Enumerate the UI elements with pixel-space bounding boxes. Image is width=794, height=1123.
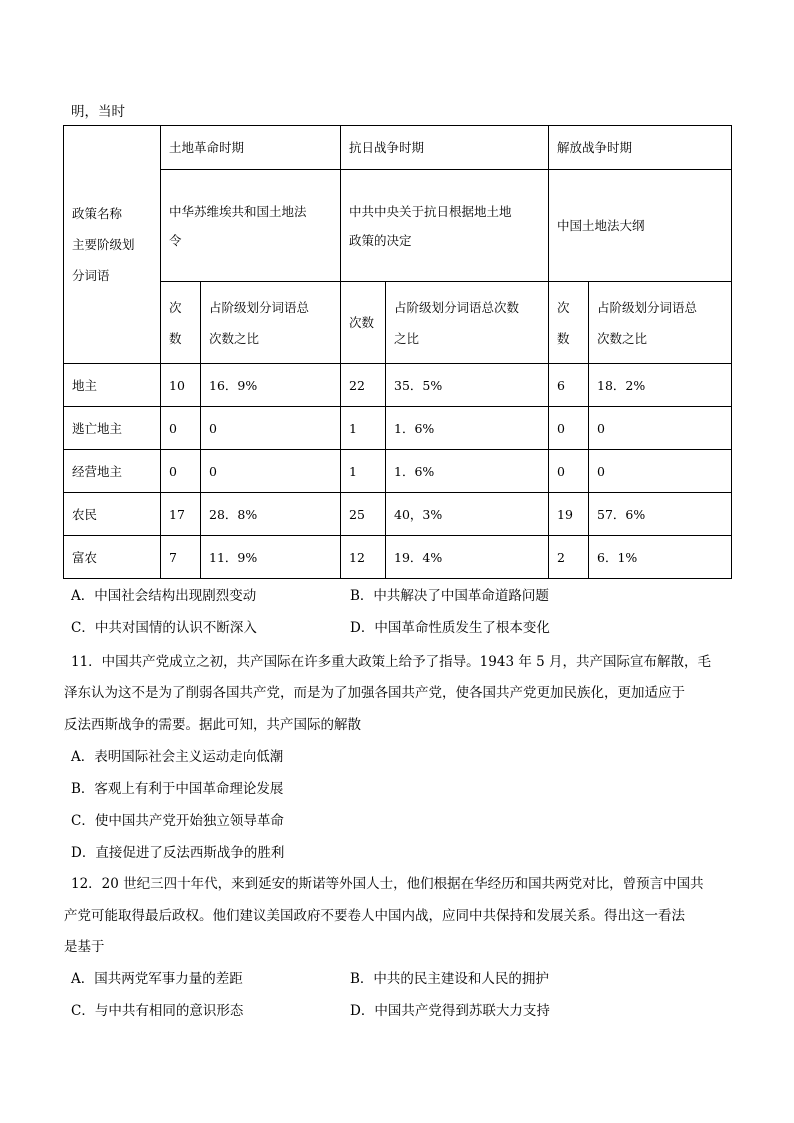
policy-name-cell <box>161 170 341 282</box>
period-header: 土地革命时期 <box>161 126 341 170</box>
q10-option-d[interactable]: D．中国革命性质发生了根本变化 <box>350 620 550 636</box>
value-cell: 0 <box>589 407 732 450</box>
policy-name-line: 令 <box>169 232 182 248</box>
value-cell: 40，3% <box>386 493 549 536</box>
row-header-line: 主要阶级划 <box>72 237 135 252</box>
ratio-header-line: 占阶级划分词语总次数 <box>394 299 520 315</box>
q12-stem-line: 产党可能取得最后政权。他们建议美国政府不要卷人中国内战，应同中共保持和发展关系。得出这一看法 <box>64 908 685 924</box>
value-cell: 6．1% <box>589 536 732 579</box>
q11-option-c[interactable]: C．使中国共产党开始独立领导革命 <box>71 813 284 829</box>
value-cell: 6 <box>549 364 589 407</box>
period-header: 解放战争时期 <box>549 126 732 170</box>
q12-option-a[interactable]: A．国共两党军事力量的差距 <box>71 971 243 987</box>
term-cell: 地主 <box>64 364 161 407</box>
count-header-line: 次 <box>557 299 570 315</box>
q12-option-b[interactable]: B．中共的民主建设和人民的拥护 <box>350 971 549 987</box>
value-cell: 0 <box>549 450 589 493</box>
value-cell: 25 <box>341 493 386 536</box>
q11-stem-line: 反法西斯战争的需要。据此可知，共产国际的解散 <box>64 717 361 733</box>
count-header-line: 数 <box>557 330 570 346</box>
value-cell: 0 <box>549 407 589 450</box>
ratio-header <box>386 282 549 364</box>
table-row <box>64 493 732 536</box>
term-cell: 经营地主 <box>64 450 161 493</box>
q11-option-d[interactable]: D．直接促进了反法西斯战争的胜利 <box>71 845 285 861</box>
policy-name-line: 政策的决定 <box>349 232 412 248</box>
value-cell: 17 <box>161 493 201 536</box>
value-cell: 18．2% <box>589 364 732 407</box>
q11-stem-line: 泽东认为这不是为了削弱各国共产党，而是为了加强各国共产党，使各国共产党更加民族化，更加适应于 <box>64 685 685 701</box>
policy-name-line: 中国土地法大纲 <box>557 218 645 233</box>
value-cell: 2 <box>549 536 589 579</box>
row-header-cell <box>64 126 161 364</box>
ratio-header-line: 占阶级划分词语总 <box>209 299 310 315</box>
table-row <box>64 407 732 450</box>
q12-stem-line: 是基于 <box>64 939 105 955</box>
value-cell: 12 <box>341 536 386 579</box>
period-header: 抗日战争时期 <box>341 126 549 170</box>
q12-option-c[interactable]: C．与中共有相同的意识形态 <box>71 1003 244 1019</box>
count-header <box>549 282 589 364</box>
value-cell: 7 <box>161 536 201 579</box>
value-cell: 0 <box>201 450 341 493</box>
ratio-header <box>201 282 341 364</box>
q12-option-d[interactable]: D．中国共产党得到苏联大力支持 <box>350 1003 550 1019</box>
value-cell: 0 <box>589 450 732 493</box>
row-header-line: 分词语 <box>72 268 110 283</box>
value-cell: 57．6% <box>589 493 732 536</box>
value-cell: 0 <box>201 407 341 450</box>
value-cell: 19 <box>549 493 589 536</box>
count-header-line: 次 <box>169 299 182 315</box>
value-cell: 10 <box>161 364 201 407</box>
policy-name-line: 中华苏维埃共和国土地法 <box>169 203 307 219</box>
q10-option-a[interactable]: A．中国社会结构出现剧烈变动 <box>71 588 257 604</box>
count-header <box>161 282 201 364</box>
term-cell: 农民 <box>64 493 161 536</box>
ratio-header-line: 次数之比 <box>209 330 260 346</box>
value-cell: 0 <box>161 450 201 493</box>
value-cell: 35．5% <box>386 364 549 407</box>
table-row <box>64 450 732 493</box>
table-row <box>64 536 732 579</box>
q11-stem-line: 11．中国共产党成立之初，共产国际在许多重大政策上给予了指导。1943 年 5 月，共产国际宣布解散，毛 <box>71 654 711 670</box>
value-cell: 19．4% <box>386 536 549 579</box>
ratio-header-line: 次数之比 <box>597 330 648 346</box>
ratio-header <box>589 282 732 364</box>
policy-name-cell <box>341 170 549 282</box>
count-header <box>341 282 386 364</box>
ratio-header-line: 占阶级划分词语总 <box>597 299 698 315</box>
value-cell: 1．6% <box>386 450 549 493</box>
row-header-line: 政策名称 <box>72 206 123 221</box>
value-cell: 0 <box>161 407 201 450</box>
value-cell: 16．9% <box>201 364 341 407</box>
count-header-line: 数 <box>169 330 182 346</box>
q11-option-b[interactable]: B．客观上有利于中国革命理论发展 <box>71 781 284 797</box>
policy-name-line: 中共中央关于抗日根据地土地 <box>349 203 512 219</box>
term-cell: 逃亡地主 <box>64 407 161 450</box>
table-row <box>64 364 732 407</box>
value-cell: 22 <box>341 364 386 407</box>
intro-fragment: 明，当时 <box>71 104 125 120</box>
q10-option-b[interactable]: B．中共解决了中国革命道路问题 <box>350 588 549 604</box>
count-header-line: 次数 <box>349 315 375 330</box>
ratio-header-line: 之比 <box>394 330 420 346</box>
value-cell: 1．6% <box>386 407 549 450</box>
land-policy-table <box>63 125 732 579</box>
value-cell: 28．8% <box>201 493 341 536</box>
q10-option-c[interactable]: C．中共对国情的认识不断深入 <box>71 620 257 636</box>
value-cell: 11．9% <box>201 536 341 579</box>
term-cell: 富农 <box>64 536 161 579</box>
value-cell: 1 <box>341 450 386 493</box>
q11-option-a[interactable]: A．表明国际社会主义运动走向低潮 <box>71 749 284 765</box>
value-cell: 1 <box>341 407 386 450</box>
policy-name-cell <box>549 170 732 282</box>
q12-stem-line: 12．20 世纪三四十年代，来到延安的斯诺等外国人士，他们根据在华经历和国共两党对比，曾预言中国共 <box>71 876 704 892</box>
